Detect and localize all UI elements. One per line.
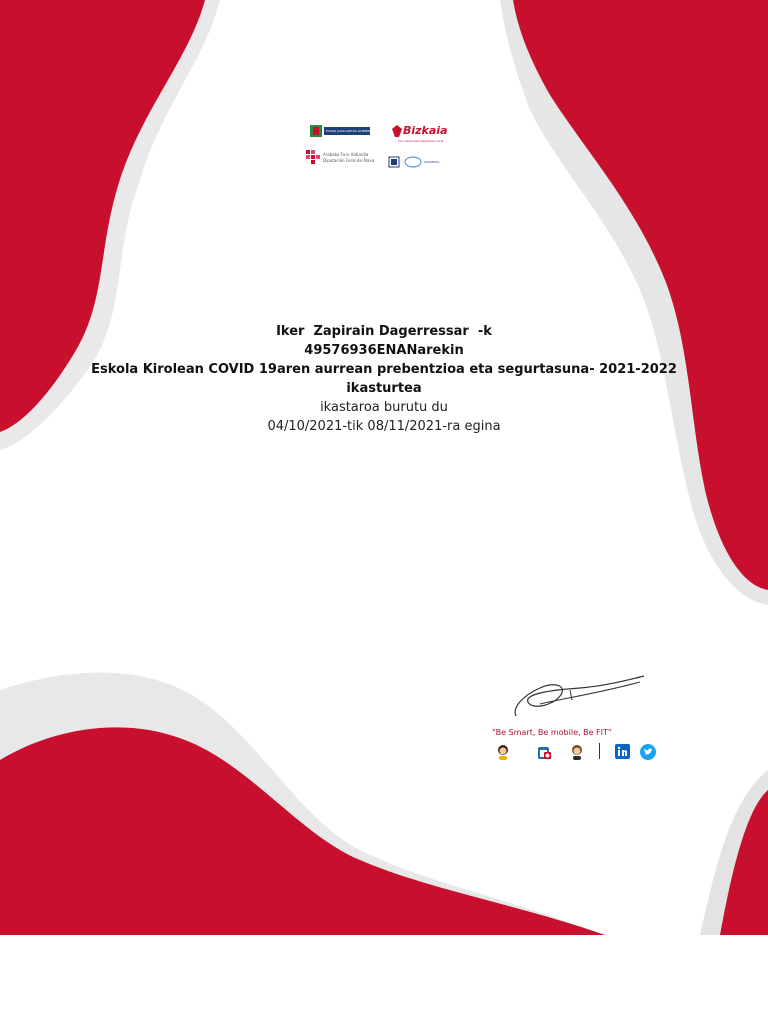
alava-text-line1: Arabako Foru Aldundia — [323, 152, 369, 157]
completion-text: ikastaroa burutu du — [320, 400, 448, 415]
divider — [599, 743, 600, 759]
bizkaia-icon — [392, 125, 402, 137]
linkedin-icon[interactable] — [615, 744, 630, 759]
bizkaia-text: Bizkaia — [403, 124, 448, 137]
gipuzkoa-logo — [388, 156, 439, 168]
footer-icons — [494, 741, 664, 763]
gipuzkoa-circle-icon — [403, 156, 423, 168]
recipient-name: Iker Zapirain Dagerressar -k — [276, 324, 492, 339]
course-title: Eskola Kirolean COVID 19aren aurrean prebentzioa eta segurtasuna- 2021-2022 — [91, 362, 677, 377]
bizkaia-logo — [392, 124, 448, 143]
alava-logo — [306, 150, 374, 166]
twitter-icon[interactable] — [640, 744, 656, 760]
slogan-text: "Be Smart, Be mobile, Be FIT" — [492, 728, 612, 737]
course-title-cont: ikasturtea — [346, 381, 422, 396]
calendar-icon — [536, 744, 552, 760]
basque-government-text: EUSKO JAURLARITZA GOBIERNO VASCO — [326, 129, 386, 133]
gipuzkoa-emblem — [388, 156, 400, 168]
course-dates: 04/10/2021-tik 08/11/2021-ra egina — [267, 419, 501, 434]
gipuzkoa-text: GIPUZKOA — [424, 160, 440, 164]
alava-emblem — [306, 150, 320, 166]
person-icon — [496, 744, 510, 760]
recipient-id: 49576936ENANarekin — [304, 343, 464, 358]
signature-image — [510, 668, 650, 723]
bizkaia-subtext: Foru aldundia Diputación foral — [398, 139, 444, 143]
basque-government-logo — [310, 124, 386, 138]
person-icon — [570, 744, 584, 760]
alava-text-line2: Diputación Foral de Álava — [323, 158, 375, 163]
sponsor-logos — [300, 118, 460, 178]
certificate-text — [60, 322, 708, 436]
